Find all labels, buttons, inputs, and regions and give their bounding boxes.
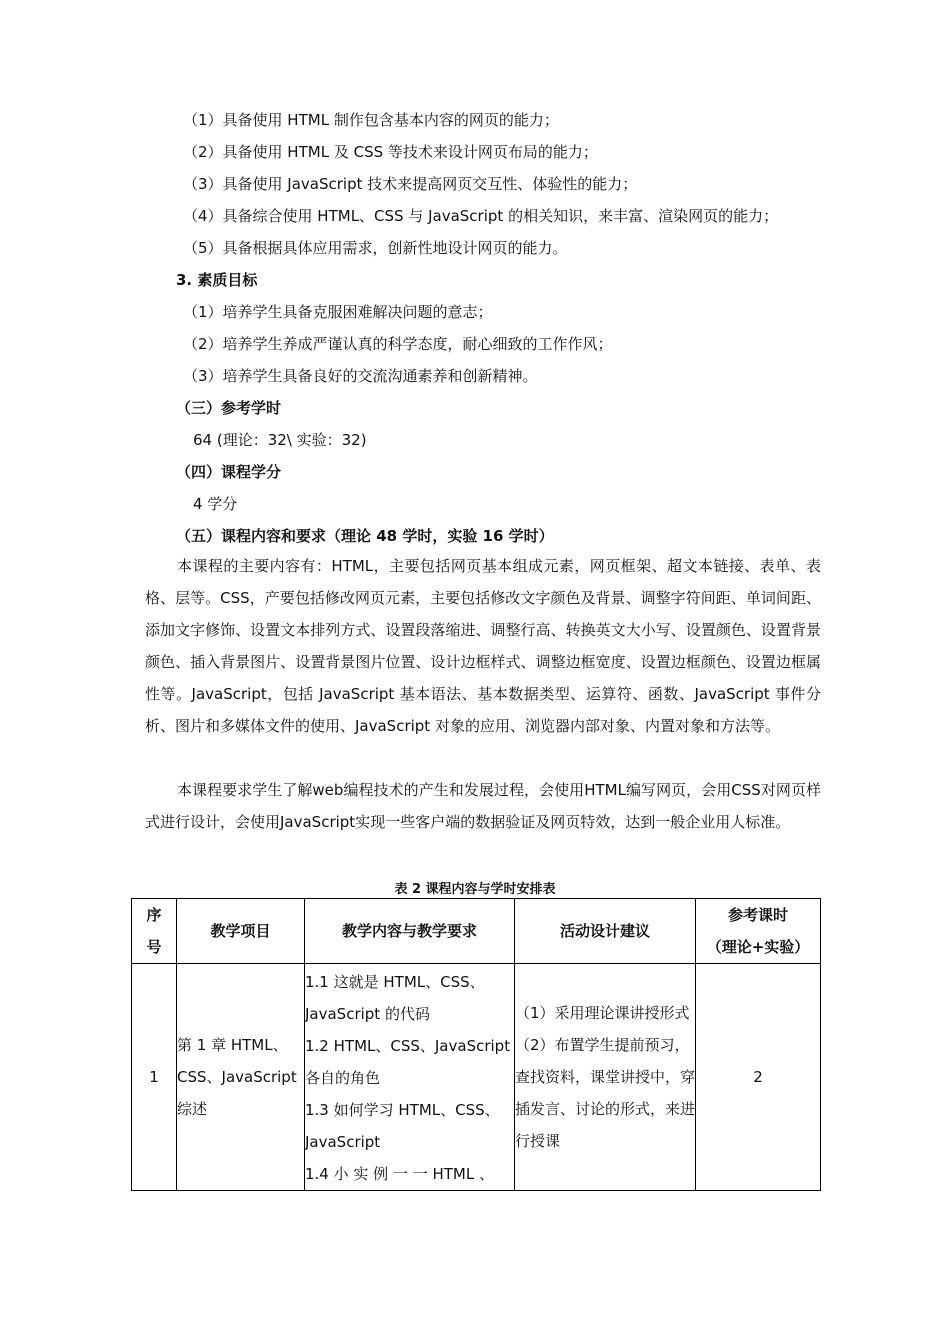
content-heading: （五）课程内容和要求（理论 48 学时，实验 16 学时） — [176, 527, 554, 545]
quality-goal-3: （3）培养学生具备良好的交流沟通素养和创新精神。 — [183, 367, 538, 385]
row-content-item-3: 1.3 如何学习 HTML、CSS、JavaScript — [305, 1101, 500, 1151]
row-activity-item-1: （1）采用理论课讲授形式 — [515, 1004, 690, 1022]
row-content — [305, 964, 515, 1191]
hours-heading: （三）参考学时 — [176, 399, 282, 417]
course-schedule-table — [131, 898, 821, 1191]
content-paragraph-1: 本课程的主要内容有：HTML，主要包括网页基本组成元素，网页框架、超文本链接、表单、表格、层等。CSS，产要包括修改网页元素，主要包括修改文字颜色及背景、调整字符间距、单词间距、添加文字修饰、设置文本排列方式、设置段落缩进、调整行高、转换英文大小写、设置颜色、设置背景颜色、插入背景图片、设置背景图片位置、设计边框样式、调整边框宽度、设置边框颜色、设置边框属性等。JavaScript，包括 JavaScript 基本语法、基本数据类型、运算符、函数、JavaScript 事件分析、图片和多媒体文件的使用、JavaScript 对象的应用、浏览器内部对象、内置对象和方法等。 — [145, 557, 821, 735]
content-paragraph-2: 本课程要求学生了解web编程技术的产生和发展过程，会使用HTML编写网页，会用CSS对网页样式进行设计，会使用JavaScript实现一些客户端的数据验证及网页特效，达到一般企业用人标准。 — [145, 781, 821, 831]
header-hours — [696, 899, 821, 964]
quality-goal-1: （1）培养学生具备克服困难解决问题的意志； — [183, 303, 493, 321]
header-serial-b: 号 — [146, 938, 162, 956]
row-content-item-2: 1.2 HTML、CSS、JavaScript 各自的角色 — [305, 1037, 511, 1087]
table-caption: 表 2 课程内容与学时安排表 — [394, 882, 556, 897]
quality-goal-2: （2）培养学生养成严谨认真的科学态度，耐心细致的工作作风； — [183, 335, 613, 353]
row-content-item-1: 1.1 这就是 HTML、CSS、JavaScript 的代码 — [305, 973, 485, 1023]
header-hours-b: （理论+实验） — [706, 938, 810, 956]
table-header-row — [132, 899, 821, 964]
row-content-item-4: 1.4 小 实 例 一 一 HTML 、 — [305, 1165, 494, 1183]
skill-goal-3: （3）具备使用 JavaScript 技术来提高网页交互性、体验性的能力； — [183, 175, 638, 193]
skill-goal-1: （1）具备使用 HTML 制作包含基本内容的网页的能力； — [183, 111, 559, 129]
table-row — [132, 964, 821, 1191]
credits-text: 4 学分 — [193, 495, 238, 513]
header-serial-a: 序 — [146, 906, 162, 924]
skill-goal-2: （2）具备使用 HTML 及 CSS 等技术来设计网页布局的能力； — [183, 143, 598, 161]
header-project: 教学项目 — [177, 899, 305, 964]
row-activity-item-2: （2）布置学生提前预习，查找资料，课堂讲授中，穿插发言、讨论的形式，来进行授课 — [515, 1036, 696, 1150]
row-activity — [515, 964, 696, 1191]
header-activity: 活动设计建议 — [515, 899, 696, 964]
credits-heading: （四）课程学分 — [176, 463, 282, 481]
header-content: 教学内容与教学要求 — [305, 899, 515, 964]
skill-goal-4: （4）具备综合使用 HTML、CSS 与 JavaScript 的相关知识，来丰富、渲染网页的能力； — [183, 207, 779, 225]
hours-text: 64 (理论：32\ 实验：32) — [193, 431, 367, 449]
skill-goal-5: （5）具备根据具体应用需求，创新性地设计网页的能力。 — [183, 239, 568, 257]
row-project: 第 1 章 HTML、CSS、JavaScript 综述 — [177, 964, 305, 1191]
quality-heading: 3. 素质目标 — [176, 271, 258, 289]
row-serial-number: 1 — [132, 964, 177, 1191]
header-hours-a: 参考课时 — [727, 906, 788, 924]
row-hours: 2 — [696, 964, 821, 1191]
header-serial-number — [132, 899, 177, 964]
